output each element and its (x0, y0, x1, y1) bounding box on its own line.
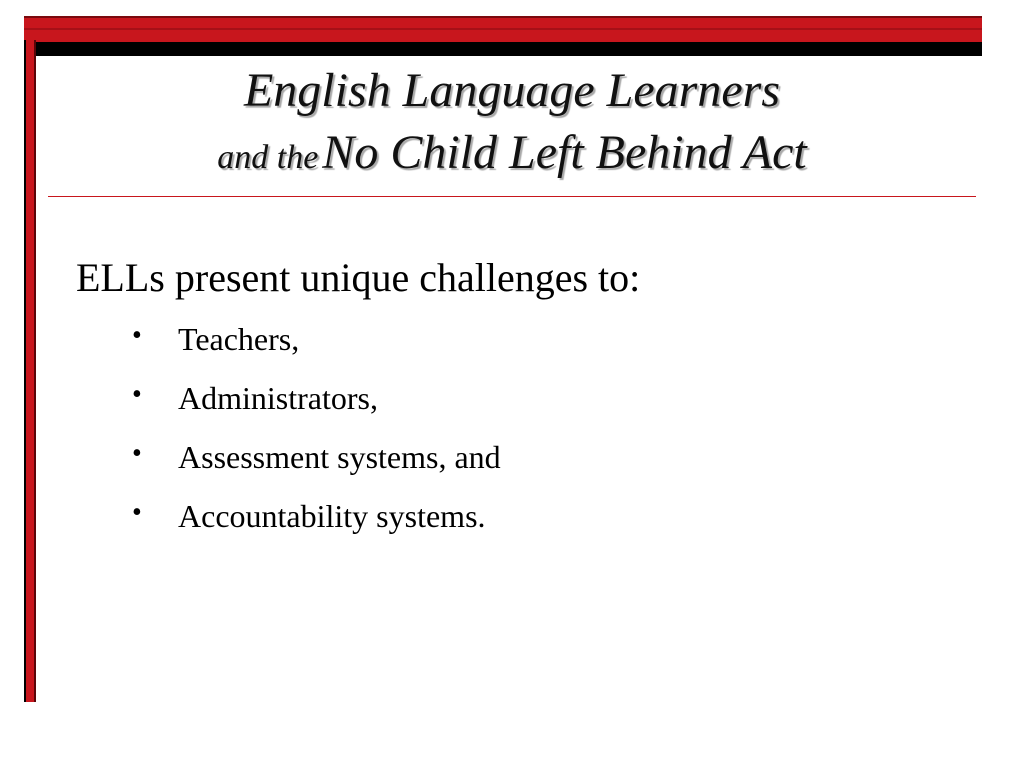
list-item (76, 369, 956, 428)
bullet-icon: • (132, 438, 142, 469)
title-line-2 (48, 122, 976, 195)
list-item (76, 487, 956, 546)
slide-body (76, 250, 956, 546)
bullet-text-accountability: Accountability systems. (178, 498, 486, 534)
title-line-1: English Language Learners (243, 64, 780, 117)
slide-title (48, 60, 976, 195)
top-red-band (24, 16, 982, 42)
bullet-list (76, 310, 956, 546)
bullet-icon: • (132, 497, 142, 528)
left-decorative-bar (24, 40, 36, 702)
list-item (76, 310, 956, 369)
bullet-text-assessment: Assessment systems, and (178, 439, 501, 475)
title-prefix: and the (217, 139, 319, 176)
top-black-band (24, 42, 982, 56)
title-main: No Child Left Behind Act (322, 126, 807, 179)
bullet-text-teachers: Teachers, (178, 321, 300, 357)
bullet-text-administrators: Administrators, (178, 380, 378, 416)
bullet-icon: • (132, 320, 142, 351)
top-decorative-bar (24, 16, 982, 56)
list-item (76, 428, 956, 487)
title-divider (48, 196, 976, 197)
bullet-icon: • (132, 379, 142, 410)
lead-text: ELLs present unique challenges to: (76, 255, 641, 300)
